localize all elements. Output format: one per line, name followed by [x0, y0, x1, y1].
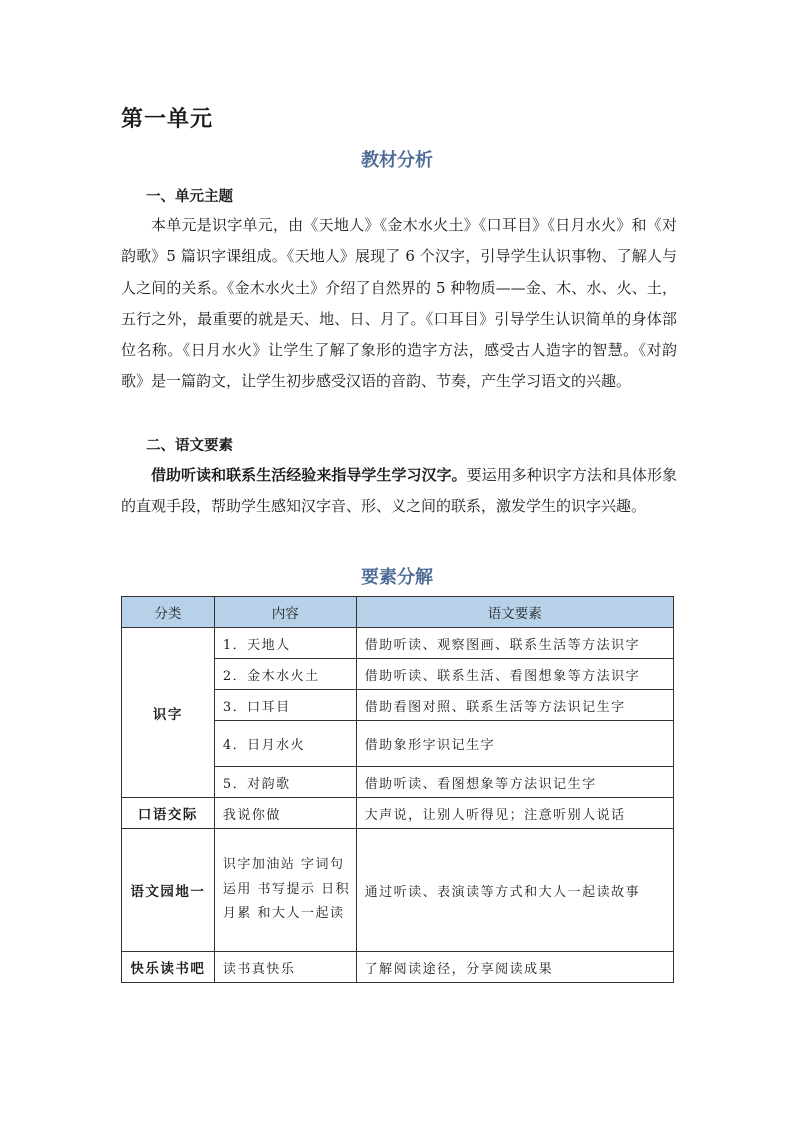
- elements-text: 要运用多种识字方法和具体形象的直观手段，帮助学生感知汉字音、形、义之间的联系，激发学生的识字兴趣。: [121, 466, 677, 516]
- elements-bold-text: 借助听读和联系生活经验来指导学生学习汉字。: [151, 466, 467, 484]
- element-cell: 借助听读、联系生活、看图想象等方法识字: [356, 659, 673, 690]
- content-cell: 2．金木水火土: [214, 659, 356, 690]
- category-literacy: 识字: [122, 628, 215, 798]
- table-row: [122, 829, 674, 952]
- category-reading: 快乐读书吧: [122, 952, 215, 983]
- elements-paragraph: [121, 460, 677, 523]
- category-oral: 口语交际: [122, 798, 215, 829]
- content-cell: 识字加油站 字词句运用 书写提示 日积月累 和大人一起读: [214, 829, 356, 952]
- category-garden: 语文园地一: [122, 829, 215, 952]
- breakdown-title: 要素分解: [361, 567, 433, 588]
- element-cell: 借助象形字识记生字: [356, 721, 673, 767]
- theme-paragraph: 本单元是识字单元，由《天地人》《金木水火土》《口耳目》《日月水火》和《对韵歌》5 篇识字课组成。《天地人》展现了 6 个汉字，引导学生认识事物、了解人与人之间的关系。《金木水火土》介绍了自然界的 5 种物质——金、木、水、火、土，五行之外，最重要的就是天、地、日、月了。《口耳目》引导学生认识简单的身体部位名称。《日月水火》让学生了解了象形的造字方法，感受古人造字的智慧。《对韵歌》是一篇韵文，让学生初步感受汉语的音韵、节奏，产生学习语文的兴趣。: [121, 216, 677, 391]
- table-row: [122, 628, 674, 659]
- header-content: 内容: [214, 597, 356, 628]
- table-row: [122, 952, 674, 983]
- breakdown-table: [121, 596, 674, 983]
- table-header-row: [122, 597, 674, 628]
- content-cell: 5．对韵歌: [214, 767, 356, 798]
- element-cell: 通过听读、表演读等方式和大人一起读故事: [356, 829, 673, 952]
- element-cell: 借助看图对照、联系生活等方法识记生字: [356, 690, 673, 721]
- unit-title: 第一单元: [121, 107, 214, 132]
- elements-heading: 二、语文要素: [146, 438, 233, 454]
- content-cell: 读书真快乐: [214, 952, 356, 983]
- content-cell: 4．日月水火: [214, 721, 356, 767]
- section-title: 教材分析: [361, 150, 433, 171]
- theme-heading: 一、单元主题: [146, 189, 233, 205]
- element-cell: 大声说，让别人听得见；注意听别人说话: [356, 798, 673, 829]
- table-row: [122, 798, 674, 829]
- content-cell: 3．口耳目: [214, 690, 356, 721]
- content-cell: 我说你做: [214, 798, 356, 829]
- header-element: 语文要素: [356, 597, 673, 628]
- content-cell: 1．天地人: [214, 628, 356, 659]
- header-category: 分类: [122, 597, 215, 628]
- element-cell: 借助听读、看图想象等方法识记生字: [356, 767, 673, 798]
- element-cell: 了解阅读途径，分享阅读成果: [356, 952, 673, 983]
- element-cell: 借助听读、观察图画、联系生活等方法识字: [356, 628, 673, 659]
